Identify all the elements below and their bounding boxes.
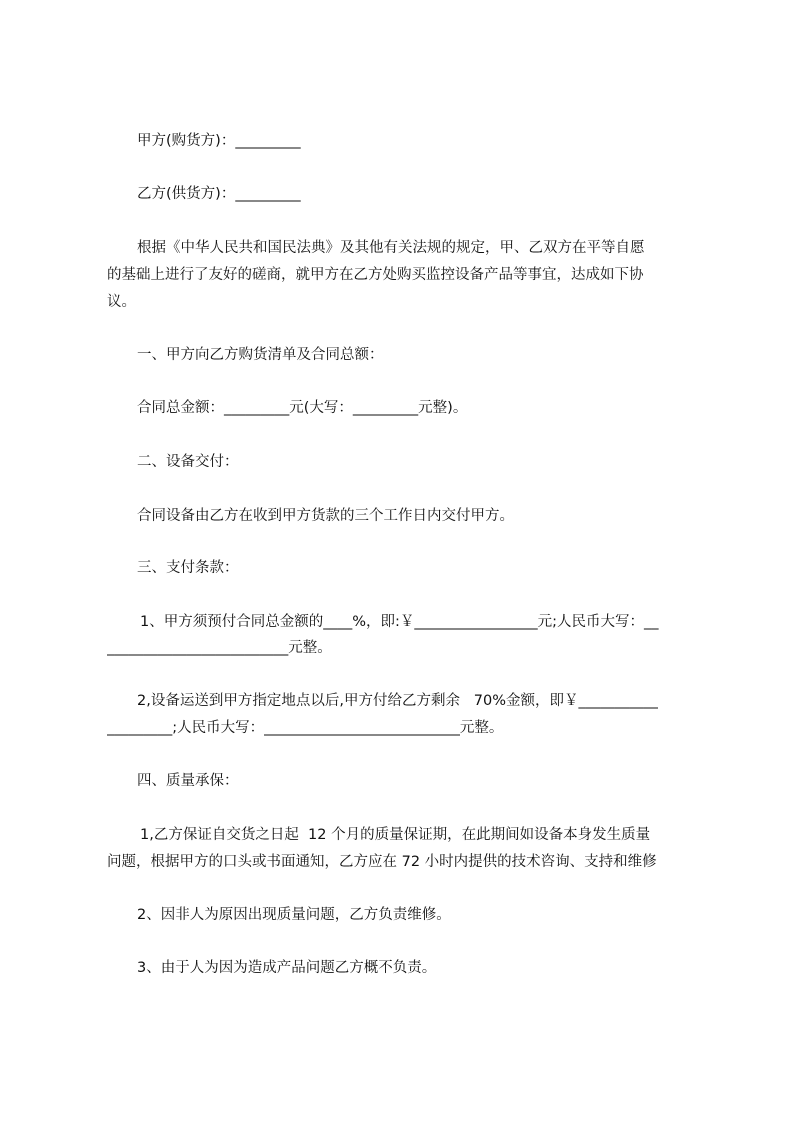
intro-line-3: 议。 <box>107 294 136 310</box>
contract-total-line: 合同总金额：_________元(大写：_________元整)。 <box>137 400 468 416</box>
section4-heading: 四、质量承保： <box>137 773 239 789</box>
payment-item1-line1: 1、甲方须预付合同总金额的____%，即:￥_________________元;人民币大写：__ <box>140 614 659 630</box>
section2-heading: 二、设备交付： <box>137 454 239 470</box>
intro-line-2: 的基础上进行了友好的磋商，就甲方在乙方处购买监控设备产品等事宜，达成如下协 <box>107 267 644 283</box>
section3-heading: 三、支付条款： <box>137 560 239 576</box>
warranty-item2: 2、因非人为原因出现质量问题，乙方负责维修。 <box>137 907 451 923</box>
party-b-line: 乙方(供货方)：_________ <box>137 186 301 202</box>
warranty-item1-line1: 1,乙方保证自交货之日起 12 个月的质量保证期，在此期间如设备本身发生质量 <box>140 827 651 843</box>
delivery-text: 合同设备由乙方在收到甲方货款的三个工作日内交付甲方。 <box>137 508 514 524</box>
warranty-item3: 3、由于人为因为造成产品问题乙方概不负责。 <box>137 960 437 976</box>
warranty-item1-line2: 问题，根据甲方的口头或书面通知，乙方应在 72 小时内提供的技术咨询、支持和维修 <box>107 854 657 870</box>
section1-heading: 一、甲方向乙方购货清单及合同总额： <box>137 347 384 363</box>
payment-item1-line2: _________________________元整。 <box>107 640 332 656</box>
party-a-line: 甲方(购货方)：_________ <box>137 133 301 149</box>
intro-line-1: 根据《中华人民共和国民法典》及其他有关法规的规定，甲、乙双方在平等自愿 <box>137 240 645 256</box>
payment-item2-line2: _________;人民币大写：___________________________元整。 <box>107 720 504 736</box>
payment-item2-line1: 2,设备运送到甲方指定地点以后,甲方付给乙方剩余 70%金额，即￥___________ <box>137 693 659 709</box>
